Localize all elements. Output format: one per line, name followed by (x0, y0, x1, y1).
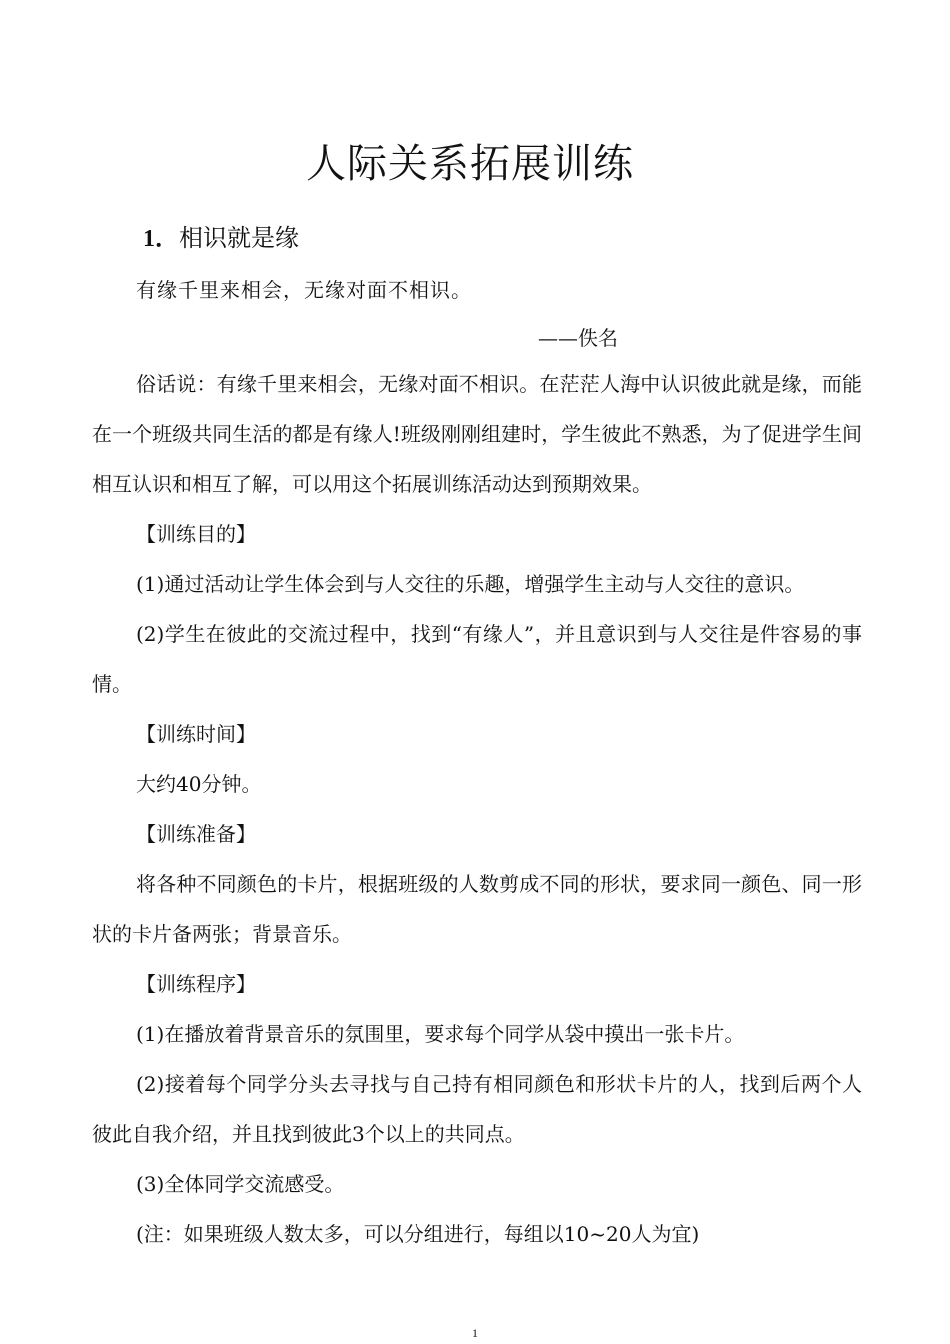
intro-paragraph: 俗话说：有缘千里来相会，无缘对面不相识。在茫茫人海中认识彼此就是缘，而能在一个班级共同生活的都是有缘人!班级刚刚组建时，学生彼此不熟悉，为了促进学生间相互认识和相互了解，可以用这个拓展训练活动达到预期效果。 (92, 372, 862, 496)
prep-label: 【训练准备】 (136, 822, 256, 846)
time-label: 【训练时间】 (136, 722, 256, 746)
page-number: 1 (472, 1326, 478, 1340)
procedure-step-3: (3)全体同学交流感受。 (136, 1172, 345, 1196)
page-title: 人际关系拓展训练 (306, 141, 634, 187)
procedure-step-1: (1)在播放着背景音乐的氛围里，要求每个同学从袋中摸出一张卡片。 (136, 1022, 745, 1046)
body-text (92, 359, 862, 1259)
epigraph-author: ——佚名 (538, 326, 618, 350)
time-text: 大约40分钟。 (136, 772, 262, 796)
procedure-step-2: (2)接着每个同学分头去寻找与自己持有相同颜色和形状卡片的人，找到后两个人彼此自我介绍，并且找到彼此3个以上的共同点。 (92, 1072, 862, 1146)
epigraph-quote: 有缘千里来相会，无缘对面不相识。 (136, 278, 472, 302)
goal-item-2: (2)学生在彼此的交流过程中，找到“有缘人”，并且意识到与人交往是件容易的事情。 (92, 622, 862, 696)
section-heading (143, 218, 299, 253)
goal-item-1: (1)通过活动让学生体会到与人交往的乐趣，增强学生主动与人交往的意识。 (136, 572, 805, 596)
section-number: 1． (143, 226, 179, 252)
goal-label: 【训练目的】 (136, 522, 256, 546)
procedure-note: (注：如果班级人数太多，可以分组进行，每组以10~20人为宜) (136, 1222, 700, 1246)
prep-text: 将各种不同颜色的卡片，根据班级的人数剪成不同的形状，要求同一颜色、同一形状的卡片备两张；背景音乐。 (92, 872, 862, 946)
procedure-label: 【训练程序】 (136, 972, 256, 996)
section-title: 相识就是缘 (179, 224, 299, 252)
